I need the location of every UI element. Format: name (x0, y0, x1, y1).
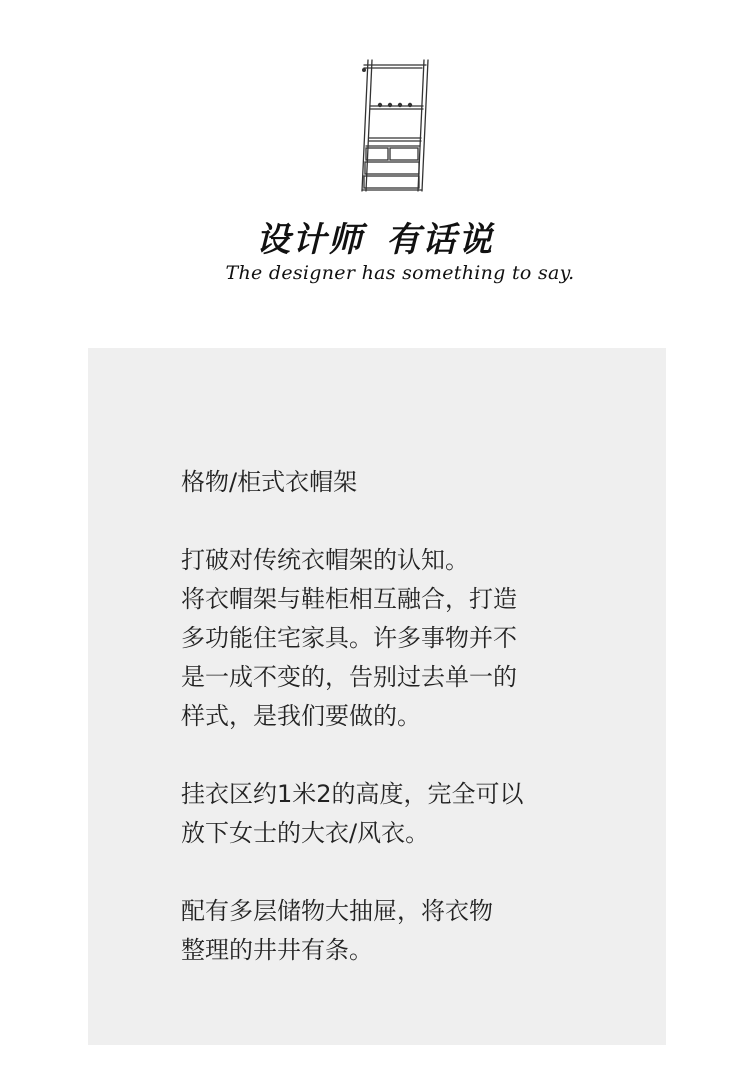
paragraph-drawers (181, 892, 581, 970)
designer-says-heading (0, 212, 750, 261)
heading-part1: 设计师 (256, 220, 364, 260)
paragraph-hanging-area (181, 775, 581, 853)
designer-says-subtitle: The designer has something to say. (225, 262, 575, 284)
description-text (181, 463, 581, 1009)
description-panel (88, 348, 666, 1045)
product-title: 格物/柜式衣帽架 (181, 468, 358, 496)
coat-rack-illustration (350, 56, 430, 196)
paragraph-line: 整理的井井有条。 (181, 936, 373, 964)
paragraph-line: 打破对传统衣帽架的认知。 (181, 546, 469, 574)
product-title-block (181, 463, 581, 502)
paragraph-line: 是一成不变的，告别过去单一的 (181, 663, 517, 691)
paragraph-line: 多功能住宅家具。许多事物并不 (181, 624, 517, 652)
paragraph-line: 配有多层储物大抽屉，将衣物 (181, 897, 493, 925)
paragraph-concept (181, 541, 581, 736)
paragraph-line: 将衣帽架与鞋柜相互融合，打造 (181, 585, 517, 613)
paragraph-line: 样式，是我们要做的。 (181, 702, 421, 730)
paragraph-line: 挂衣区约1米2的高度，完全可以 (181, 780, 524, 808)
heading-part2: 有话说 (386, 220, 494, 260)
paragraph-line: 放下女士的大衣/风衣。 (181, 819, 430, 847)
